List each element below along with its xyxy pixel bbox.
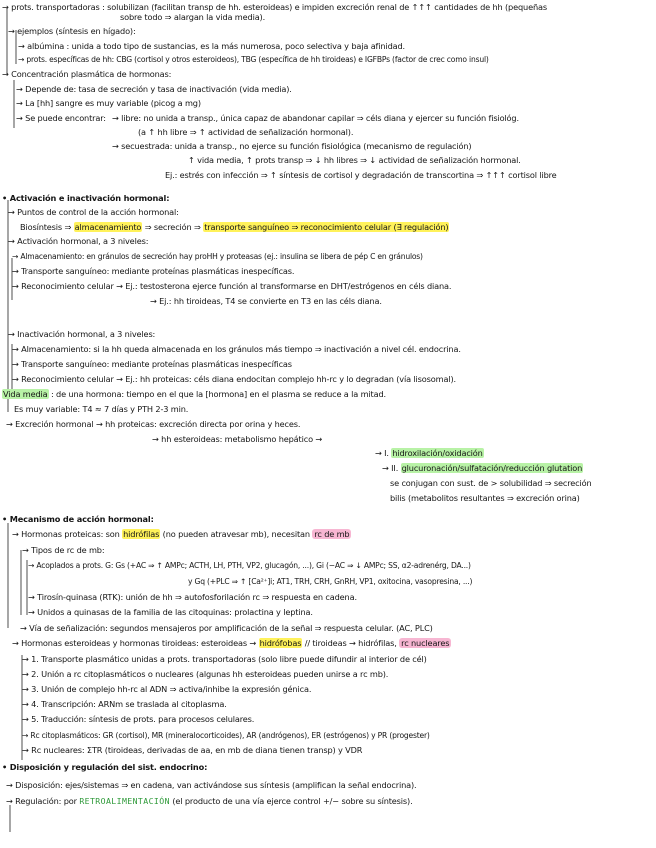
text-line-signaling-pathway: → Vía de señalización: segundos mensajeros por amplificación de la señal ⇒ respuesta celular. (AC, PLC) [20,623,433,633]
text-line-sequestered: → secuestrada: unida a transp., no ejerce su función fisiológica (mecanismo de regulación) [112,141,472,151]
text-line-steroid-thyroid [12,638,451,649]
text-protein-hormones-label: → Hormonas proteicas: son [12,529,120,539]
text-line-plasma-concentration: → Concentración plasmática de hormonas: [2,69,172,79]
text-line-regulation [6,796,413,807]
highlight-membrane-receptor: rc de mb [314,529,350,539]
text-line-step-2: → 2. Unión a rc citoplasmáticos o nucleares (algunas hh esteroideas pueden unirse a rc mb). [22,669,389,679]
text-line-step-4: → 4. Transcripción: ARNm se traslada al citoplasma. [22,699,227,709]
text-line-inactivation-recognition: → Reconocimiento celular → Ej.: hh proteicas: céls diana endocitan complejo hh-rc y lo degradan (vía lisosomal). [12,374,456,384]
text-line-phase-one [375,448,484,459]
text-regulation-label: → Regulación: por [6,796,77,806]
text-line-blood-variable: → La [hh] sangre es muy variable (picog a mg) [16,98,201,108]
text-line-thyroid-example: → Ej.: hh tiroideas, T4 se convierte en T3 en las céls diana. [150,296,382,306]
text-line-step-3: → 3. Unión de complejo hh-rc al ADN ⇒ activa/inhibe la expresión génica. [22,684,312,694]
highlight-vida-media: Vida media [3,389,48,399]
text-line-gq: y Gq (+PLC ⇒ ↑ [Ca²⁺]i; AT1, TRH, CRH, GnRH, VP1, oxitocina, vasopresina, ...) [188,577,473,586]
text-line-free-hormone: → libre: no unida a transp., única capaz de abandonar capilar ⇒ céls diana y ejercer su función fisiológ. [112,113,519,123]
text-thyroid-hydrophilic: // tiroideas → hidrófilas, [304,638,397,648]
text-line-receptor-types: → Tipos de rc de mb: [22,545,105,555]
text-line-examples: → ejemplos (síntesis en hígado): [8,26,136,36]
text-line-control-points: → Puntos de control de la acción hormonal: [8,207,179,217]
text-line-activation-storage: → Almacenamiento: en gránulos de secreción hay proHH y proteasas (ej.: insulina se libera de pép C en gránulos) [12,252,423,261]
highlight-almacenamiento: almacenamiento [74,222,142,232]
text-line-albumin: → albúmina : unida a todo tipo de sustancias, es la más numerosa, poco selectiva y baja afinidad. [18,41,405,51]
text-line-half-life-examples: Es muy variable: T4 ≈ 7 días y PTH 2-3 min. [14,404,189,414]
text-secrecion: ⇒ secreción ⇒ [144,222,201,232]
text-line-transport-proteins-cont: sobre todo ⇒ alargan la vida media). [120,12,266,22]
text-line-can-be-found: → Se puede encontrar: [16,113,106,123]
text-line-conjugation: se conjugan con sust. de > solubilidad ⇒ secreción [390,478,592,488]
text-line-disposition: → Disposición: ejes/sistemas ⇒ en cadena, van activándose sus síntesis (amplifican la señal endocrina). [6,780,417,790]
text-line-specific-proteins: → prots. específicas de hh: CBG (cortisol y otros esteroideos), TBG (específica de hh tiroideas) e IGFBPs (factor de crec como insul) [18,55,489,64]
text-line-control-chain [20,222,449,233]
text-line-step-5: → 5. Traducción: síntesis de prots. para procesos celulares. [22,714,255,724]
highlight-hidrofilas: hidrófilas [123,529,160,539]
highlight-hydroxylation: hidroxilación/oxidación [392,448,483,458]
text-line-bile: bilis (metabolitos resultantes ⇒ excreción orina) [390,493,580,503]
heading-endocrine-regulation: • Disposición y regulación del sist. endocrino: [2,762,208,772]
text-line-sequestered-effects: ↑ vida media, ↑ prots transp ⇒ ↓ hh libres ⇒ ↓ actividad de señalización hormonal. [188,155,521,165]
text-line-nuclear-receptors: → Rc nucleares: ΣTR (tiroideas, derivadas de aa, en mb de diana tienen transp) y VDR [22,745,363,755]
text-line-activation-recognition: → Reconocimiento celular → Ej.: testosterona ejerce función al transformarse en DHT/estrógenos en céls diana. [12,281,452,291]
text-phase-two-label: → II. [382,463,399,473]
highlight-glucuronation: glucuronación/sulfatación/reducción glutation [401,463,583,473]
text-line-cytoplasmic-receptors: → Rc citoplasmáticos: GR (cortisol), MR (mineralocorticoides), AR (andrógenos), ER (estrógenos) y PR (progester) [22,731,430,740]
text-half-life-definition: : de una hormona: tiempo en el que la [hormona] en el plasma se reduce a la mitad. [50,389,386,399]
text-steroid-thyroid-label: → Hormonas esteroideas y hormonas tiroideas: esteroideas → [12,638,257,648]
highlight-transport-recognition: transporte sanguíneo ⇒ reconocimiento celular (∃ regulación) [204,222,449,232]
text-line-excretion-steroid: → hh esteroideas: metabolismo hepático → [152,434,323,444]
text-line-g-protein-coupled: → Acoplados a prots. G: Gs (+AC ⇒ ↑ AMPc; ACTH, LH, PTH, VP2, glucagón, ...), Gi (−AC ⇒ ↓ AMPc; SS, α2-adrenérg, DA...) [28,561,471,570]
text-line-cytokine-kinases: → Unidos a quinasas de la familia de las citoquinas: prolactina y leptina. [28,607,313,617]
text-line-inactivation-transport: → Transporte sanguíneo: mediante proteínas plasmáticas inespecíficas [12,359,292,369]
text-line-excretion-protein: → Excreción hormonal → hh proteicas: excreción directa por orina y heces. [6,419,301,429]
heading-activation-inactivation: • Activación e inactivación hormonal: [2,193,170,203]
highlight-hidrofobas: hidrófobas [259,638,302,648]
text-line-activation-levels: → Activación hormonal, a 3 niveles: [8,236,149,246]
text-biosintesis: Biosíntesis ⇒ [20,222,72,232]
text-line-tyrosine-kinase: → Tirosín-quinasa (RTK): unión de hh ⇒ autofosforilación rc ⇒ respuesta en cadena. [28,592,357,602]
text-line-protein-hormones [12,529,351,540]
text-line-depends: → Depende de: tasa de secreción y tasa de inactivación (vida media). [16,84,292,94]
text-line-inactivation-levels: → Inactivación hormonal, a 3 niveles: [8,329,156,339]
text-line-step-1: → 1. Transporte plasmático unidas a prots. transportadoras (solo libre puede difundir al interior de cél) [22,654,427,664]
text-line-free-hormone-cont: (a ↑ hh libre ⇒ ↑ actividad de señalización hormonal). [138,127,354,137]
text-line-activation-transport: → Transporte sanguíneo: mediante proteínas plasmáticas inespecíficas. [12,266,295,276]
text-regulation-definition: (el producto de una vía ejerce control +/− sobre su síntesis). [172,796,413,806]
text-line-phase-two [382,463,583,474]
highlight-nuclear-receptors: rc nucleares [401,638,450,648]
heading-mechanism-of-action: • Mecanismo de acción hormonal: [2,514,154,524]
text-line-inactivation-storage: → Almacenamiento: si la hh queda almacenada en los gránulos más tiempo ⇒ inactivación a nivel cél. endocrina. [12,344,461,354]
text-line-stress-example: Ej.: estrés con infección ⇒ ↑ síntesis de cortisol y degradación de transcortina ⇒ ↑↑↑ cortisol libre [165,170,557,180]
text-retroalimentacion: RETROALIMENTACIÓN [79,796,170,806]
text-phase-one-label: → I. [375,448,389,458]
text-cannot-cross: (no pueden atravesar mb), necesitan [162,529,310,539]
text-line-half-life [2,389,386,400]
text-line-transport-proteins: → prots. transportadoras : solubilizan (facilitan transp de hh. esteroideas) e impiden excreción renal de ↑↑↑ cantidades de hh (pequeñas [2,2,547,12]
